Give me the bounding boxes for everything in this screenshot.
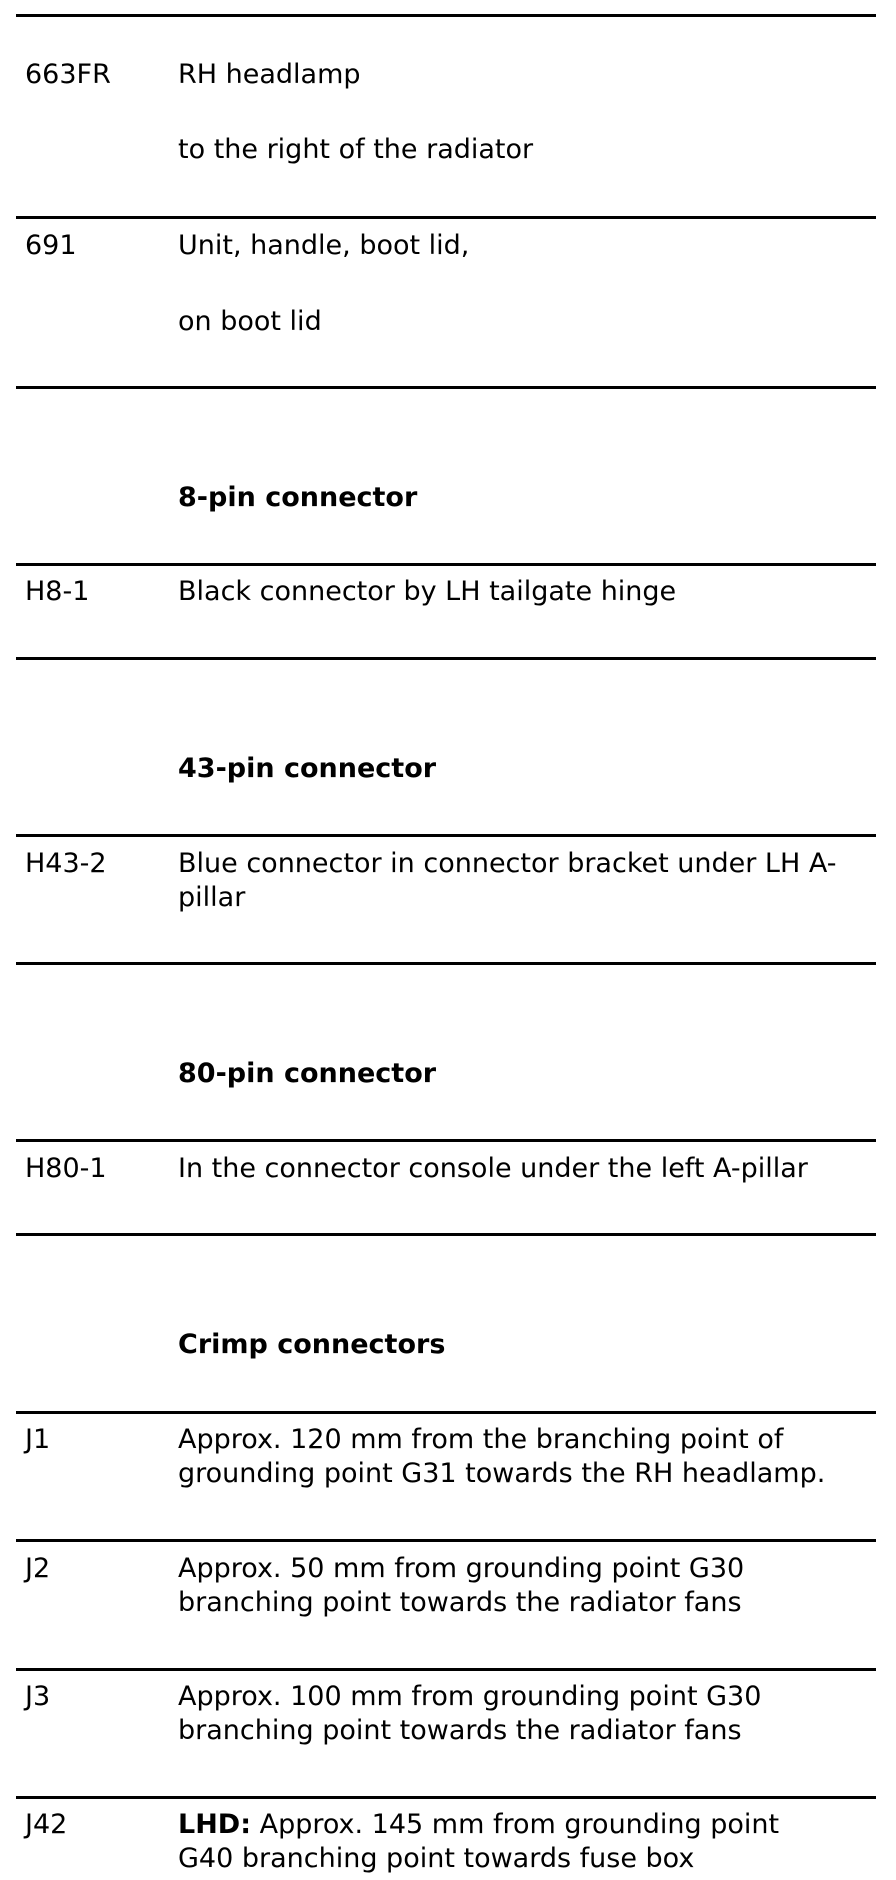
row-code: 663FR: [25, 59, 111, 90]
table-rule: [16, 1668, 876, 1671]
section-heading: 8-pin connector: [178, 482, 418, 513]
row-code: J3: [25, 1681, 51, 1712]
row-code: 691: [25, 230, 77, 261]
row-code: J42: [25, 1809, 68, 1840]
row-description-line: branching point towards the radiator fans: [178, 1587, 742, 1618]
row-description-line: [178, 1808, 779, 1842]
lhd-label: LHD:: [178, 1809, 252, 1840]
row-description-line: Approx. 50 mm from grounding point G30: [178, 1553, 745, 1584]
row-description-line: Approx. 100 mm from grounding point G30: [178, 1681, 762, 1712]
row-code: H43-2: [25, 848, 107, 879]
row-code: J1: [25, 1424, 51, 1455]
section-heading: Crimp connectors: [178, 1329, 446, 1360]
table-rule: [16, 1539, 876, 1542]
row-description-line: Approx. 120 mm from the branching point of: [178, 1424, 784, 1455]
row-description-line: on boot lid: [178, 306, 322, 337]
row-description-line: G40 branching point towards fuse box: [178, 1843, 695, 1874]
table-rule: [16, 14, 876, 17]
table-rule: [16, 1796, 876, 1799]
row-code: H8-1: [25, 576, 90, 607]
section-heading: 80-pin connector: [178, 1058, 437, 1089]
table-rule: [16, 1139, 876, 1142]
table-rule: [16, 962, 876, 965]
row-code: J2: [25, 1553, 51, 1584]
section-heading: 43-pin connector: [178, 753, 437, 784]
table-rule: [16, 563, 876, 566]
row-description-line: Blue connector in connector bracket under LH A-: [178, 848, 837, 879]
row-code: H80-1: [25, 1153, 107, 1184]
table-rule: [16, 834, 876, 837]
row-description-line: pillar: [178, 882, 246, 913]
row-description-line: RH headlamp: [178, 59, 361, 90]
table-rule: [16, 1411, 876, 1414]
row-description-line: Unit, handle, boot lid,: [178, 230, 470, 261]
row-description-line: grounding point G31 towards the RH headlamp.: [178, 1458, 826, 1489]
row-description-line: to the right of the radiator: [178, 134, 534, 165]
row-description-text: Approx. 145 mm from grounding point: [251, 1809, 780, 1840]
table-rule: [16, 657, 876, 660]
row-description-line: In the connector console under the left A-pillar: [178, 1153, 808, 1184]
table-rule: [16, 1233, 876, 1236]
table-rule: [16, 216, 876, 219]
row-description-line: Black connector by LH tailgate hinge: [178, 576, 677, 607]
row-description-line: branching point towards the radiator fans: [178, 1715, 742, 1746]
table-rule: [16, 386, 876, 389]
